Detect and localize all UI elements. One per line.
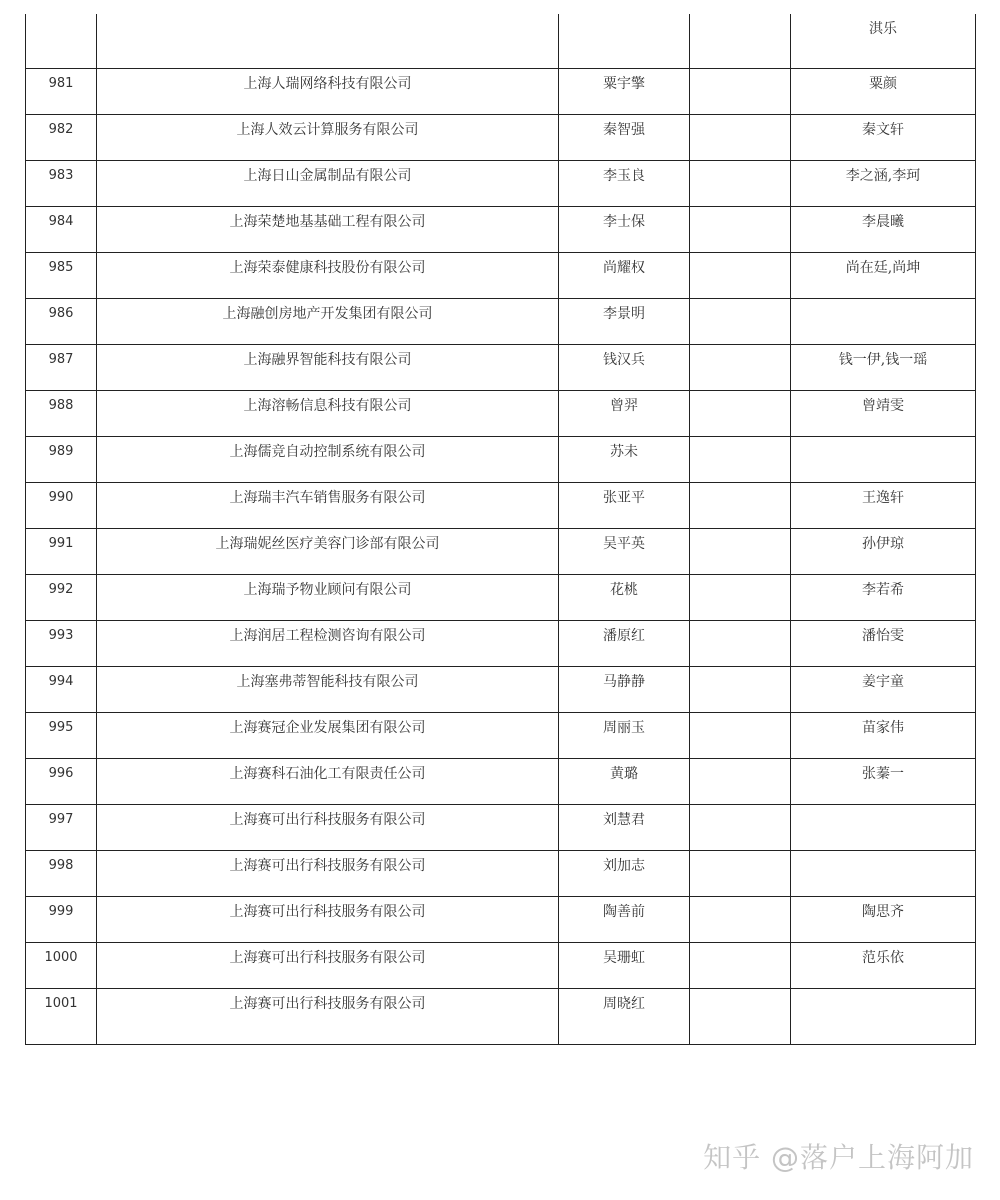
family-cell: 苗家伟 [791,712,976,758]
row-number-cell: 996 [26,758,97,804]
family-cell: 钱一伊,钱一瑶 [791,344,976,390]
table-row [26,804,976,850]
family-cell: 曾靖雯 [791,390,976,436]
family-cell: 李若希 [791,574,976,620]
applicant-cell: 李玉良 [559,160,690,206]
row-number-cell: 999 [26,896,97,942]
table-row [26,942,976,988]
family-cell: 潘怡雯 [791,620,976,666]
blank-cell [690,712,791,758]
row-number-cell: 1000 [26,942,97,988]
applicant-cell: 刘加志 [559,850,690,896]
table-row [26,666,976,712]
blank-cell [690,14,791,68]
blank-cell [690,68,791,114]
blank-cell [690,482,791,528]
row-number-cell: 983 [26,160,97,206]
row-number-cell: 988 [26,390,97,436]
blank-cell [690,436,791,482]
family-cell: 陶思齐 [791,896,976,942]
table-row [26,758,976,804]
zhihu-watermark: 知乎 @落户上海阿加 [703,1141,974,1174]
applicant-cell: 粟宇擎 [559,68,690,114]
row-number-cell: 981 [26,68,97,114]
applicant-cell: 周晓红 [559,988,690,1044]
row-number-cell: 982 [26,114,97,160]
row-number-cell: 997 [26,804,97,850]
family-cell: 李之涵,李珂 [791,160,976,206]
table-row [26,160,976,206]
company-cell: 上海赛可出行科技服务有限公司 [97,804,559,850]
row-number-cell: 991 [26,528,97,574]
family-cell [791,804,976,850]
row-number-cell: 994 [26,666,97,712]
blank-cell [690,942,791,988]
row-number-cell: 998 [26,850,97,896]
applicant-cell: 钱汉兵 [559,344,690,390]
blank-cell [690,114,791,160]
table-row-continued [26,14,976,68]
company-cell: 上海赛可出行科技服务有限公司 [97,896,559,942]
blank-cell [690,804,791,850]
blank-cell [690,206,791,252]
company-cell: 上海瑞妮丝医疗美容门诊部有限公司 [97,528,559,574]
table-row [26,574,976,620]
applicant-cell: 张亚平 [559,482,690,528]
company-cell: 上海儒竞自动控制系统有限公司 [97,436,559,482]
row-number-cell: 989 [26,436,97,482]
company-cell: 上海瑞予物业顾问有限公司 [97,574,559,620]
blank-cell [690,666,791,712]
blank-cell [690,758,791,804]
blank-cell [690,344,791,390]
applicant-cell: 尚耀权 [559,252,690,298]
blank-cell [690,160,791,206]
company-cell: 上海融界智能科技有限公司 [97,344,559,390]
row-number-cell: 990 [26,482,97,528]
company-cell: 上海人效云计算服务有限公司 [97,114,559,160]
family-cell: 李晨曦 [791,206,976,252]
family-cell [791,850,976,896]
applicant-cell: 苏未 [559,436,690,482]
applicant-cell: 陶善前 [559,896,690,942]
applicant-cell: 潘原红 [559,620,690,666]
blank-cell [690,528,791,574]
applicant-cell: 马静静 [559,666,690,712]
family-cell: 淇乐 [791,14,976,68]
family-cell: 姜宇童 [791,666,976,712]
family-cell [791,298,976,344]
family-cell: 孙伊琼 [791,528,976,574]
blank-cell [690,850,791,896]
table-row [26,482,976,528]
blank-cell [690,298,791,344]
row-number-cell: 995 [26,712,97,758]
document-sheet [25,14,975,1045]
company-cell: 上海溶畅信息科技有限公司 [97,390,559,436]
applicant-cell: 曾羿 [559,390,690,436]
table-row [26,390,976,436]
company-cell: 上海人瑞网络科技有限公司 [97,68,559,114]
table-body [26,14,976,1044]
company-cell: 上海塞弗蒂智能科技有限公司 [97,666,559,712]
company-cell [97,14,559,68]
table-row [26,344,976,390]
row-number-cell: 986 [26,298,97,344]
family-cell [791,436,976,482]
table-row [26,114,976,160]
row-number-cell [26,14,97,68]
applicant-cell: 吴珊虹 [559,942,690,988]
company-cell: 上海融创房地产开发集团有限公司 [97,298,559,344]
company-cell: 上海日山金属制品有限公司 [97,160,559,206]
company-cell: 上海荣楚地基基础工程有限公司 [97,206,559,252]
company-cell: 上海赛可出行科技服务有限公司 [97,850,559,896]
table-row [26,298,976,344]
table-row [26,252,976,298]
row-number-cell: 987 [26,344,97,390]
applicant-cell: 黄璐 [559,758,690,804]
table-row [26,850,976,896]
applicant-cell: 刘慧君 [559,804,690,850]
applicant-cell [559,14,690,68]
blank-cell [690,574,791,620]
table-row [26,620,976,666]
company-cell: 上海润居工程检测咨询有限公司 [97,620,559,666]
applicant-cell: 周丽玉 [559,712,690,758]
blank-cell [690,252,791,298]
company-cell: 上海瑞丰汽车销售服务有限公司 [97,482,559,528]
row-number-cell: 993 [26,620,97,666]
table-row [26,896,976,942]
row-number-cell: 992 [26,574,97,620]
settlement-list-table [25,14,976,1045]
company-cell: 上海赛冠企业发展集团有限公司 [97,712,559,758]
blank-cell [690,896,791,942]
row-number-cell: 985 [26,252,97,298]
table-row [26,988,976,1044]
applicant-cell: 吴平英 [559,528,690,574]
family-cell: 秦文轩 [791,114,976,160]
family-cell [791,988,976,1044]
blank-cell [690,988,791,1044]
table-row [26,528,976,574]
blank-cell [690,620,791,666]
company-cell: 上海赛科石油化工有限责任公司 [97,758,559,804]
family-cell: 粟颜 [791,68,976,114]
company-cell: 上海赛可出行科技服务有限公司 [97,942,559,988]
table-row [26,712,976,758]
table-row [26,206,976,252]
applicant-cell: 秦智强 [559,114,690,160]
family-cell: 张蓁一 [791,758,976,804]
company-cell: 上海赛可出行科技服务有限公司 [97,988,559,1044]
applicant-cell: 李士保 [559,206,690,252]
company-cell: 上海荣泰健康科技股份有限公司 [97,252,559,298]
applicant-cell: 花桃 [559,574,690,620]
row-number-cell: 984 [26,206,97,252]
row-number-cell: 1001 [26,988,97,1044]
family-cell: 范乐依 [791,942,976,988]
blank-cell [690,390,791,436]
table-row [26,68,976,114]
applicant-cell: 李景明 [559,298,690,344]
table-row [26,436,976,482]
family-cell: 王逸轩 [791,482,976,528]
family-cell: 尚在廷,尚坤 [791,252,976,298]
